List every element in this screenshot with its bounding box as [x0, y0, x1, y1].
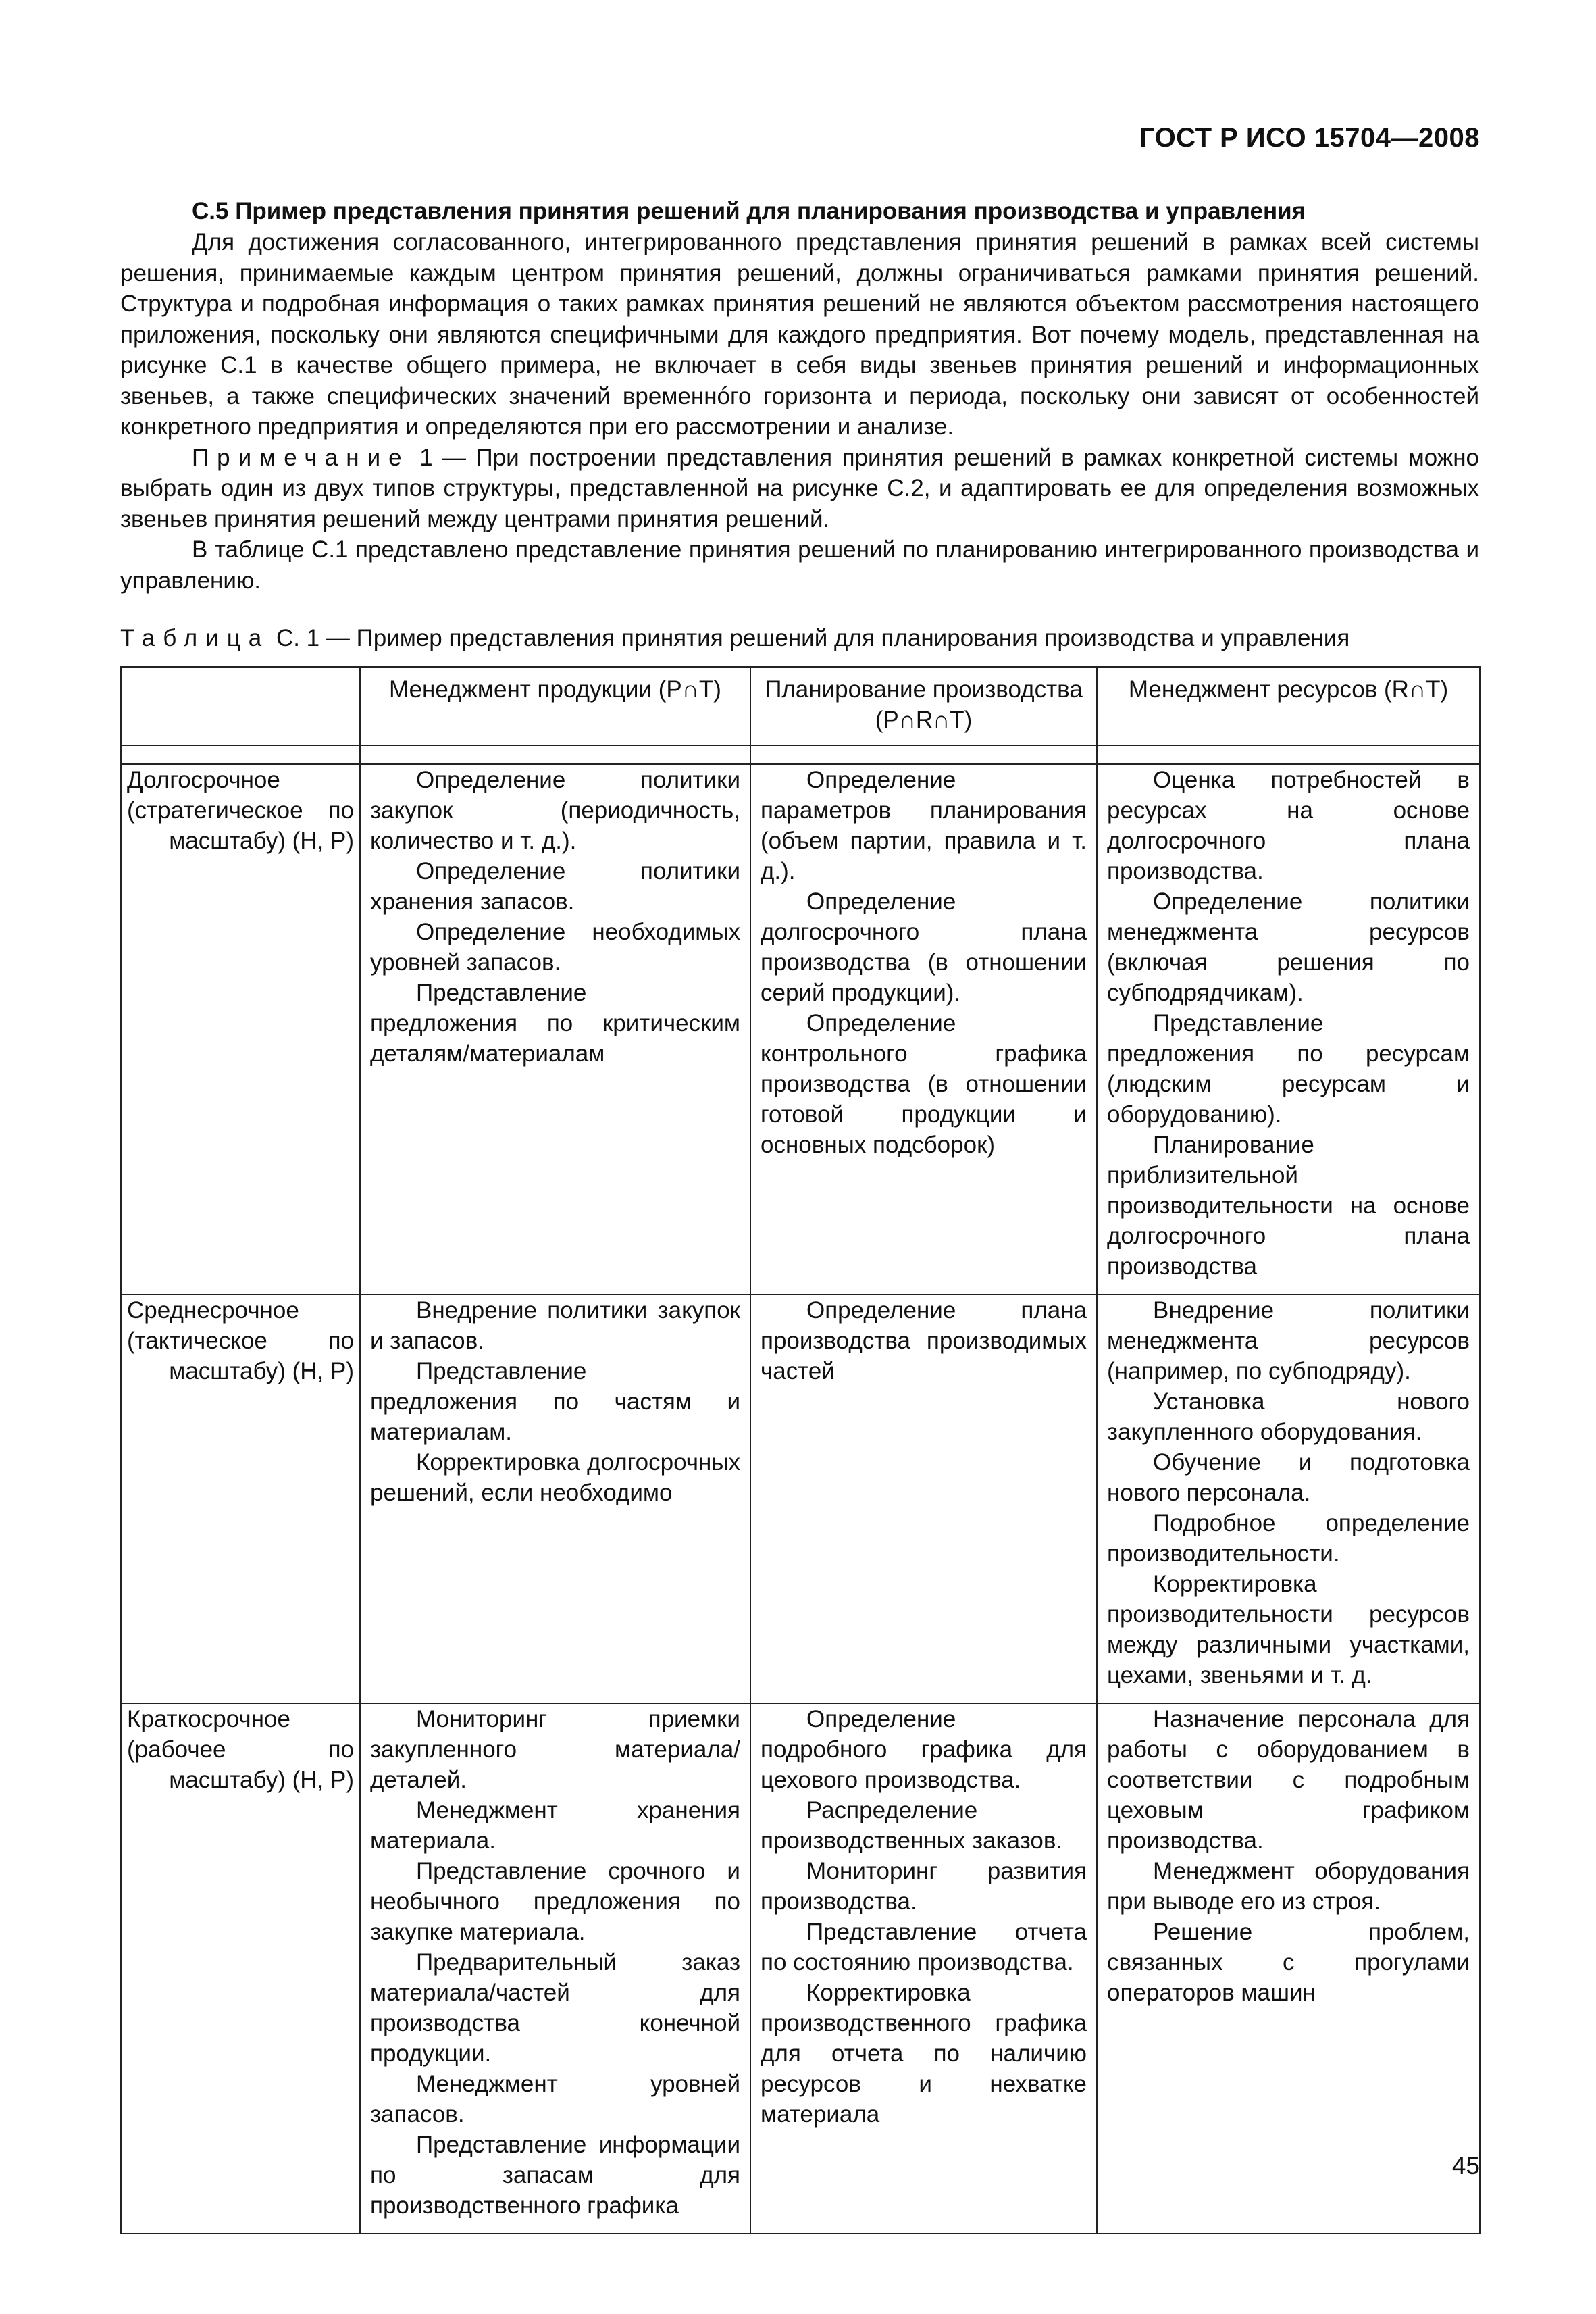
row-label-mid-term — [121, 1294, 360, 1703]
cell-paragraph: Представление предложения по частям и материалам. — [370, 1358, 740, 1445]
note-text: 1 — При построении представления принятия решений в рамках конкретной системы можно выбрать один из двух типов структуры, представленной на рисунке С.2, и адаптировать ее для определения возможных звеньев принятия решений между центрами принятия решений. — [120, 444, 1479, 532]
cell-paragraph: Установка нового закупленного оборудования. — [1107, 1388, 1470, 1445]
note-label: Примечание — [192, 444, 410, 471]
cell-paragraph: Корректировка производительности ресурсов между различными участками, цехами, звеньями и т. д. — [1107, 1571, 1470, 1688]
cell-paragraph: Оценка потребностей в ресурсах на основе долгосрочного плана производства. — [1107, 767, 1470, 884]
cell-paragraph: Внедрение политики закупок и запасов. — [370, 1297, 740, 1354]
table-row-short-term — [121, 1703, 1480, 2234]
cell-paragraph: Мониторинг приемки закупленного материала/деталей. — [370, 1706, 740, 1793]
document-code: ГОСТ Р ИСО 15704—2008 — [1139, 123, 1480, 153]
header-cell-product-management: Менеджмент продукции (P∩T) — [360, 667, 750, 745]
row-label-text: Краткосрочное (рабочее по масштабу) (H, P) — [127, 1706, 354, 1793]
header-spacer-row — [121, 745, 1480, 764]
cell-paragraph: Представление предложения по критическим деталям/материалам — [370, 980, 740, 1067]
cell-paragraph: Менеджмент хранения материала. — [370, 1797, 740, 1854]
cell-paragraph: Назначение персонала для работы с оборудованием в соответствии с подробным цеховым графиком производства. — [1107, 1706, 1470, 1854]
note-paragraph — [120, 443, 1479, 535]
cell-paragraph: Определение параметров планирования (объем партии, правила и т. д.). — [761, 767, 1087, 884]
cell-paragraph: Определение плана производства производимых частей — [761, 1297, 1087, 1384]
paragraph-table-ref: В таблице С.1 представлено представление принятия решений по планированию интегрированного производства и управлению. — [120, 536, 1479, 594]
cell-paragraph: Определение контрольного графика производства (в отношении готовой продукции и основных подсборок) — [761, 1010, 1087, 1158]
decision-table — [120, 666, 1481, 2234]
cell-paragraph: Представление отчета по состоянию производства. — [761, 1919, 1087, 1976]
row-label-short-term — [121, 1703, 360, 2234]
table-row-mid-term — [121, 1294, 1480, 1703]
cell-paragraph: Определение долгосрочного плана производства (в отношении серий продукции). — [761, 888, 1087, 1006]
cell-paragraph: Обучение и подготовка нового персонала. — [1107, 1449, 1470, 1506]
cell-paragraph: Решение проблем, связанных с прогулами операторов машин — [1107, 1919, 1470, 2006]
cell-resources-short-term — [1097, 1703, 1480, 2234]
header-cell-production-planning: Планирование производства (P∩R∩T) — [750, 667, 1097, 745]
cell-planning-short-term — [750, 1703, 1097, 2234]
cell-product-long-term — [360, 764, 750, 1294]
cell-paragraph: Определение подробного графика для цехового производства. — [761, 1706, 1087, 1793]
cell-paragraph: Корректировка долгосрочных решений, если необходимо — [370, 1449, 740, 1506]
row-label-long-term — [121, 764, 360, 1294]
cell-paragraph: Мониторинг развития производства. — [761, 1858, 1087, 1915]
cell-paragraph: Менеджмент оборудования при выводе его из строя. — [1107, 1858, 1470, 1915]
cell-paragraph: Распределение производственных заказов. — [761, 1797, 1063, 1854]
cell-paragraph: Определение необходимых уровней запасов. — [370, 919, 740, 976]
table-header-row — [121, 667, 1480, 745]
cell-paragraph: Менеджмент уровней запасов. — [370, 2071, 740, 2128]
cell-paragraph: Представление предложения по ресурсам (людским ресурсам и оборудованию). — [1107, 1010, 1470, 1128]
cell-product-mid-term — [360, 1294, 750, 1703]
cell-paragraph: Предварительный заказ материала/частей для производства конечной продукции. — [370, 1949, 740, 2067]
table-caption-label: Таблица — [120, 625, 270, 651]
row-label-text: Среднесрочное (тактическое по масштабу) (H, P) — [127, 1297, 354, 1384]
spacer-cell — [1097, 745, 1480, 764]
cell-paragraph: Определение политики хранения запасов. — [370, 858, 740, 915]
header-cell-resource-management: Менеджмент ресурсов (R∩T) — [1097, 667, 1480, 745]
table-row-long-term — [121, 764, 1480, 1294]
spacer-cell — [121, 745, 360, 764]
table-caption-text: С. 1 — Пример представления принятия решений для планирования производства и управления — [269, 625, 1350, 651]
page-number: 45 — [1451, 2152, 1480, 2180]
cell-paragraph: Представление информации по запасам для производственного графика — [370, 2132, 740, 2219]
header-cell-empty — [121, 667, 360, 745]
section-title: С.5 Пример представления принятия решений для планирования производства и управления — [192, 198, 1306, 224]
cell-resources-long-term — [1097, 764, 1480, 1294]
cell-product-short-term — [360, 1703, 750, 2234]
section-content — [120, 196, 1479, 654]
cell-paragraph: Подробное определение производительности. — [1107, 1510, 1470, 1567]
cell-planning-mid-term — [750, 1294, 1097, 1703]
table-caption — [120, 623, 1479, 654]
cell-resources-mid-term — [1097, 1294, 1480, 1703]
cell-paragraph: Планирование приблизительной производительности на основе долгосрочного плана производства — [1107, 1132, 1470, 1280]
cell-paragraph: Определение политики закупок (периодичность, количество и т. д.). — [370, 767, 740, 854]
row-label-text: Долгосрочное (стратегическое по масштабу) (H, P) — [127, 767, 354, 854]
cell-paragraph: Внедрение политики менеджмента ресурсов (например, по субподряду). — [1107, 1297, 1470, 1384]
cell-planning-long-term — [750, 764, 1097, 1294]
spacer-cell — [360, 745, 750, 764]
cell-paragraph: Определение политики менеджмента ресурсов (включая решения по субподрядчикам). — [1107, 888, 1470, 1006]
cell-paragraph: Корректировка производственного графика для отчета по наличию ресурсов и нехватке материала — [761, 1980, 1087, 2128]
spacer-cell — [750, 745, 1097, 764]
cell-paragraph: Представление срочного и необычного предложения по закупке материала. — [370, 1858, 740, 1945]
paragraph-intro: Для достижения согласованного, интегрированного представления принятия решений в рамках всей системы решения, принимаемые каждым центром принятия решений, должны ограничиваться рамками принятия решений. Структура и подробная информация о таких рамках принятия решений не являются объектом рассмотрения настоящего приложения, поскольку они являются специфичными для каждого предприятия. Вот почему модель, представленная на рисунке С.1 в качестве общего примера, не включает в себя виды звеньев принятия решений и информационных звеньев, а также специфических значений временнóго горизонта и периода, поскольку они зависят от особенностей конкретного предприятия и определяются при его рассмотрении и анализе. — [120, 229, 1479, 440]
